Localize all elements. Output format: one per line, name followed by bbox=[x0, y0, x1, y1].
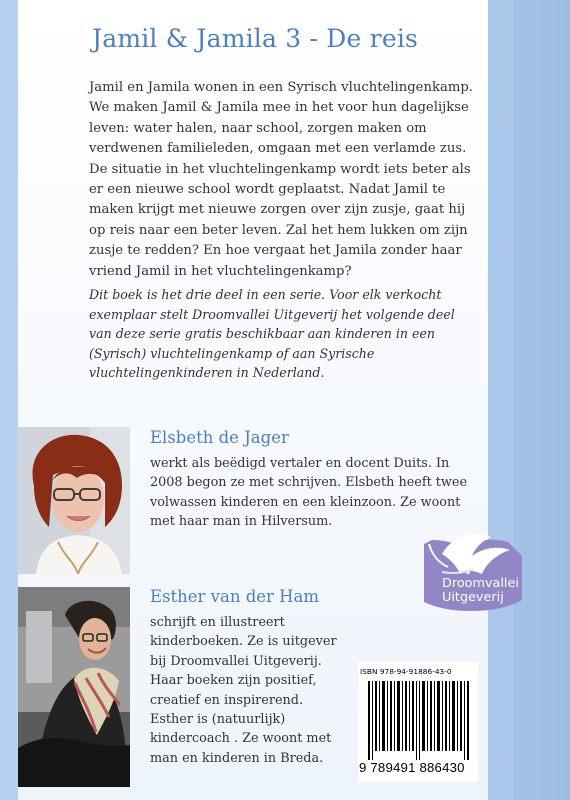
author-photo-elsbeth bbox=[18, 427, 130, 574]
author-name-elsbeth: Elsbeth de Jager bbox=[150, 428, 289, 447]
barcode-icon bbox=[368, 681, 472, 760]
publisher-name-line2: Uitgeverij bbox=[442, 590, 504, 605]
series-note: Dit boek is het drie deel in een serie. Voor elk verkocht exemplaar stelt Droomvallei Uitgeverij het volgende deel van deze serie gratis beschikbaar aan kinderen in een (Syrisch) vluchtelingenkamp of aan Syrische vluchtelingenkinderen in Nederland. bbox=[89, 287, 455, 381]
author-name-esther: Esther van der Ham bbox=[150, 587, 320, 606]
isbn-number: 9 789491 886430 bbox=[359, 760, 465, 775]
author-bio-elsbeth: werkt als beëdigd vertaler en docent Duits. In 2008 begon ze met schrijven. Elsbeth heeft twee volwassen kinderen en een kleinzoon. Ze woont met haar man in Hilversum. bbox=[150, 456, 468, 530]
cover-edge bbox=[514, 0, 570, 800]
publisher-name-line1: Droomvallei bbox=[442, 576, 519, 591]
isbn-label: ISBN 978-94-91886-43-0 bbox=[360, 667, 452, 676]
publisher-name bbox=[442, 577, 522, 605]
book-blurb: Jamil en Jamila wonen in een Syrisch vluchtelingenkamp. We maken Jamil & Jamila mee in het voor hun dagelijkse leven: water halen, naar school, zorgen maken om verdwenen familieleden, omgaan met een verlamde zus. De situatie in het vluchtelingenkamp wordt iets beter als er een nieuwe school wordt geplaatst. Nadat Jamil te maken krijgt met nieuwe zorgen over zijn zusje, gaat hij op reis naar een beter leven. Zal het hem lukken om zijn zusje te redden? En hoe vergaat het Jamila zonder haar vriend Jamil in het vluchtelingenkamp? bbox=[89, 80, 473, 279]
author-bio-esther: schrijft en illustreert kinderboeken. Ze is uitgever bij Droomvallei Uitgeverij. Haar boeken zijn positief, creatief en inspirerend. Esther is (natuurlijk) kindercoach . Ze woont met man en kinderen in Breda. bbox=[150, 615, 337, 766]
book-title: Jamil & Jamila 3 - De reis bbox=[92, 24, 419, 53]
author-photo-esther bbox=[18, 587, 130, 787]
